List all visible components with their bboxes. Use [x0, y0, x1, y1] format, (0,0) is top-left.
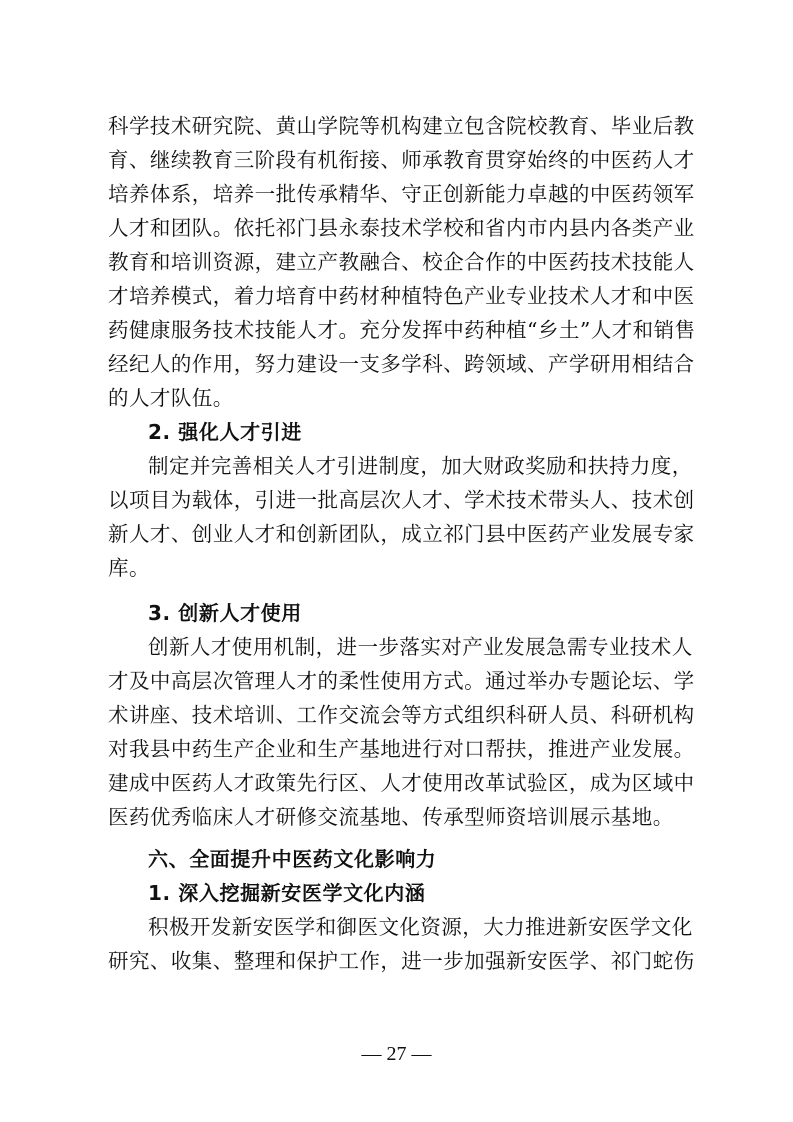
body-text-line: 研究、收集、整理和保护工作，进一步加强新安医学、祁门蛇伤 [108, 949, 695, 973]
body-text-line: 库。 [108, 556, 150, 580]
page-number: — 27 — [361, 1043, 432, 1065]
body-text-line: 才及中高层次管理人才的柔性使用方式。通过举办专题论坛、学 [108, 669, 695, 693]
body-text-line: 以项目为载体，引进一批高层次人才、学术技术带头人、技术创 [108, 488, 695, 512]
body-text-line: 制定并完善相关人才引进制度，加大财政奖励和扶持力度， [148, 454, 693, 478]
body-text-line: 药健康服务技术技能人才。充分发挥中药种植“乡土”人才和销售 [108, 318, 696, 342]
body-text-line: 教育和培训资源，建立产教融合、校企合作的中医药技术技能人 [108, 250, 695, 274]
body-text-line: 积极开发新安医学和御医文化资源，大力推进新安医学文化 [148, 915, 693, 939]
body-text-line: 育、继续教育三阶段有机衔接、师承教育贯穿始终的中医药人才 [108, 148, 695, 172]
body-text-line: 创新人才使用机制，进一步落实对产业发展急需专业技术人 [148, 635, 693, 659]
body-text-line: 新人才、创业人才和创新团队，成立祁门县中医药产业发展专家 [108, 522, 695, 546]
body-text-line: 建成中医药人才政策先行区、人才使用改革试验区，成为区域中 [108, 771, 695, 795]
body-text-line: 培养体系，培养一批传承精华、守正创新能力卓越的中医药领军 [108, 182, 695, 206]
body-text-line: 才培养模式，着力培育中药材种植特色产业专业技术人才和中医 [108, 284, 695, 308]
body-text-line: 术讲座、技术培训、工作交流会等方式组织科研人员、科研机构 [108, 703, 695, 727]
body-text-line: 的人才队伍。 [108, 386, 234, 410]
body-text-line: 科学技术研究院、黄山学院等机构建立包含院校教育、毕业后教 [108, 114, 695, 138]
subsection-heading-talent-introduction: 2. 强化人才引进 [148, 420, 302, 444]
subsection-heading-xinan-medicine: 1. 深入挖掘新安医学文化内涵 [148, 881, 426, 905]
body-text-line: 医药优秀临床人才研修交流基地、传承型师资培训展示基地。 [108, 805, 674, 829]
body-text-line: 经纪人的作用，努力建设一支多学科、跨领域、产学研用相结合 [108, 352, 695, 376]
section-heading-culture: 六、全面提升中医药文化影响力 [148, 847, 437, 871]
body-text-line: 对我县中药生产企业和生产基地进行对口帮扶，推进产业发展。 [108, 737, 695, 761]
subsection-heading-talent-use: 3. 创新人才使用 [148, 601, 302, 625]
body-text-line: 人才和团队。依托祁门县永泰技术学校和省内市内县内各类产业 [108, 216, 695, 240]
